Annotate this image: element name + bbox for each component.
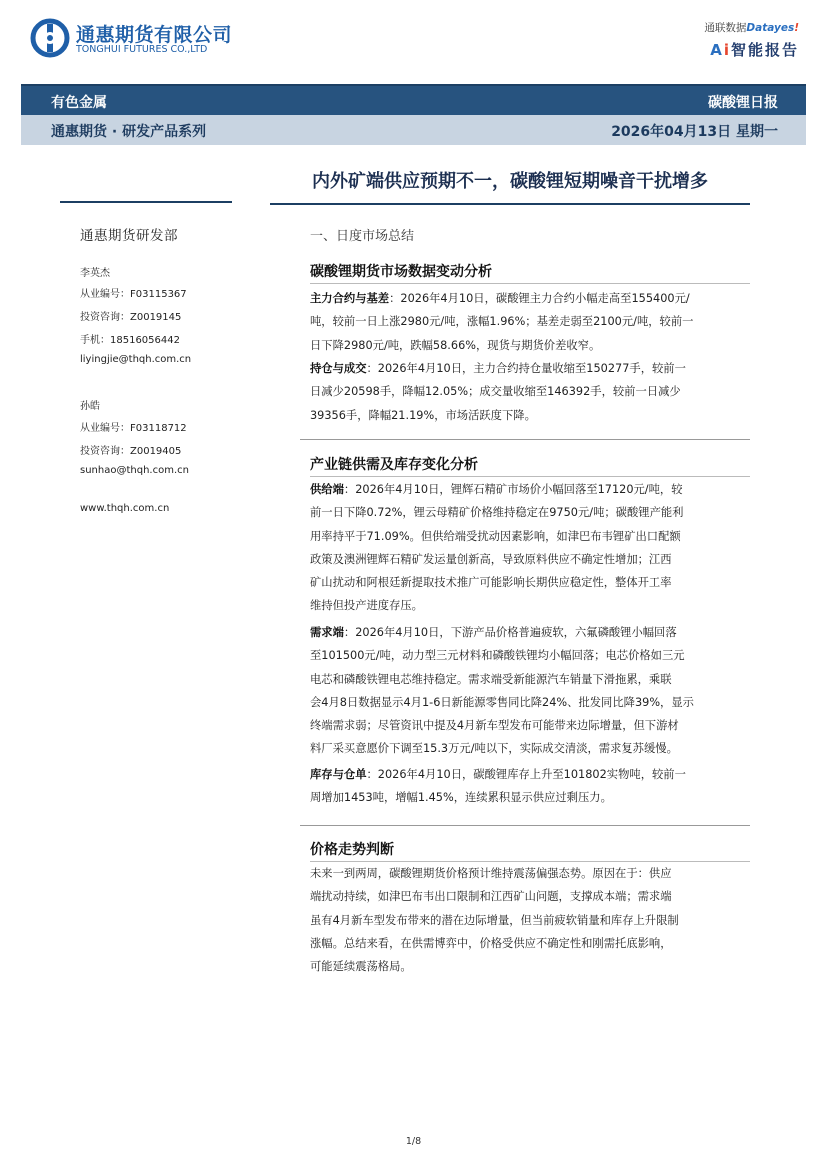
report-date: 2026年04月13日 星期一 <box>611 124 778 140</box>
paragraph-line: 需求端：2026年4月10日，下游产品价格普遍疲软，六氟磷酸锂小幅回落 <box>310 626 677 639</box>
paragraph-line: 电芯和磷酸铁锂电芯维持稳定。需求端受新能源汽车销量下滑拖累，乘联 <box>310 672 672 686</box>
sidebar-title-rule <box>60 201 232 203</box>
datayes-prefix: 通联数据 <box>704 22 747 34</box>
paragraph-line: 涨幅。总结来看，在供需博弈中，价格受供应不确定性和刚需托底影响， <box>310 936 672 950</box>
ai-report-text: 智能报告 <box>730 41 799 59</box>
paragraph-line: 用率持平于71.09%。但供给端受扰动因素影响，如津巴布韦锂矿出口配额 <box>310 529 681 543</box>
paragraph-line: 端扰动持续，如津巴布韦出口限制和江西矿山问题，支撑成本端；需求端 <box>310 890 672 904</box>
company-website[interactable]: www.thqh.com.cn <box>80 503 170 514</box>
research-dept: 通惠期货研发部 <box>80 228 178 244</box>
analyst-phone: 手机：18516056442 <box>80 335 180 346</box>
paragraph-line: 政策及澳洲锂辉石精矿发运量创新高，导致原料供应不确定性增加；江西 <box>310 552 672 566</box>
ai-letter-a: A <box>710 41 724 59</box>
paragraph-label: 需求端 <box>310 626 344 639</box>
paragraph-line: 可能延续震荡格局。 <box>310 960 412 974</box>
subsection-rule <box>310 476 750 477</box>
analyst-name: 孙皓 <box>80 401 100 412</box>
subsection-title: 产业链供需及库存变化分析 <box>310 457 478 473</box>
section-divider <box>300 825 750 826</box>
analyst-practice-id: 从业编号：F03115367 <box>80 289 187 300</box>
paragraph-contract-basis <box>310 287 750 357</box>
analyst-email[interactable]: liyingjie@thqh.com.cn <box>80 354 192 365</box>
paragraph-label: 主力合约与基差 <box>310 292 390 305</box>
paragraph-line: 虽有4月新车型发布带来的潜在边际增量，但当前疲软销量和库存上升限制 <box>310 913 679 927</box>
paragraph-line: 未来一到两周，碳酸锂期货价格预计维持震荡偏强态势。原因在于：供应 <box>310 867 672 880</box>
section-label: 一、日度市场总结 <box>310 229 415 244</box>
company-name-cn: 通惠期货有限公司 <box>76 24 233 46</box>
subsection-title: 碳酸锂期货市场数据变动分析 <box>310 264 492 280</box>
paragraph-line: 供给端：2026年4月10日，锂辉石精矿市场价小幅回落至17120元/吨，较 <box>310 483 683 496</box>
paragraph-line: 至101500元/吨，动力型三元材料和磷酸铁锂均小幅回落；电芯价格如三元 <box>310 649 685 663</box>
datayes-brand-line <box>669 20 799 35</box>
paragraph-line: 库存与仓单：2026年4月10日，碳酸锂库存上升至101802实物吨，较前一 <box>310 768 686 781</box>
paragraph-line: 持仓与成交：2026年4月10日，主力合约持仓量收缩至150277手，较前一 <box>310 362 686 375</box>
paragraph-price-outlook <box>310 862 750 978</box>
analyst-name: 李英杰 <box>80 268 110 279</box>
paragraph-line: 终端需求弱；尽管资讯中提及4月新车型发布可能带来边际增量，但下游材 <box>310 719 679 733</box>
paragraph-line: 主力合约与基差：2026年4月10日，碳酸锂主力合约小幅走高至155400元/ <box>310 292 690 305</box>
series-label: 通惠期货 · 研发产品系列 <box>51 124 207 140</box>
category-banner <box>21 84 806 116</box>
datayes-mark: ! <box>794 22 799 34</box>
page-number: 1/8 <box>405 1136 422 1147</box>
paragraph-position-volume <box>310 357 750 427</box>
analyst-email[interactable]: sunhao@thqh.com.cn <box>80 465 189 476</box>
paragraph-supply <box>310 478 750 618</box>
paragraph-line: 维持但投产进度存压。 <box>310 599 423 613</box>
paragraph-line: 39356手，降幅21.19%，市场活跃度下降。 <box>310 408 536 422</box>
paragraph-line: 周增加1453吨，增幅1.45%，连续累积显示供应过剩压力。 <box>310 791 612 805</box>
paragraph-line: 会4月8日数据显示4月1-6日新能源零售同比降24%、批发同比降39%，显示 <box>310 695 694 709</box>
title-rule <box>270 203 750 205</box>
datayes-logo <box>669 20 799 60</box>
paragraph-label: 持仓与成交 <box>310 362 367 375</box>
analyst-practice-id: 从业编号：F03118712 <box>80 423 187 434</box>
ai-report-label <box>669 39 799 60</box>
analyst-advisory-id: 投资咨询：Z0019405 <box>80 446 182 457</box>
ai-letter-i: i <box>723 41 731 59</box>
paragraph-demand <box>310 621 750 761</box>
paragraph-inventory <box>310 763 750 810</box>
company-logo <box>30 18 233 60</box>
paragraph-line: 前一日下降0.72%，锂云母精矿价格维持稳定在9750元/吨；碳酸锂产能利 <box>310 506 684 520</box>
page-title: 内外矿端供应预期不一，碳酸锂短期噪音干扰增多 <box>312 171 708 192</box>
category-label: 有色金属 <box>51 95 107 111</box>
datayes-brand: Datayes <box>746 22 795 34</box>
subsection-title: 价格走势判断 <box>310 842 394 858</box>
series-banner <box>21 115 806 145</box>
paragraph-label: 供给端 <box>310 483 344 496</box>
company-logo-icon <box>30 18 70 58</box>
paragraph-line: 日减少20598手，降幅12.05%；成交量收缩至146392手，较前一日减少 <box>310 385 681 399</box>
paragraph-line: 矿山扰动和阿根廷新提取技术推广可能影响长期供应稳定性，整体开工率 <box>310 576 672 590</box>
analyst-advisory-id: 投资咨询：Z0019145 <box>80 312 182 323</box>
paragraph-line: 料厂采买意愿价下调至15.3万元/吨以下，实际成交清淡，需求复苏缓慢。 <box>310 742 678 756</box>
section-divider <box>300 439 750 440</box>
subsection-rule <box>310 283 750 284</box>
paragraph-line: 日下降2980元/吨，跌幅58.66%，现货与期货价差收窄。 <box>310 338 601 352</box>
company-name-en: TONGHUI FUTURES CO.,LTD <box>76 44 208 55</box>
paragraph-label: 库存与仓单 <box>310 768 367 781</box>
paragraph-line: 吨，较前一日上涨2980元/吨，涨幅1.96%；基差走弱至2100元/吨，较前一 <box>310 315 694 329</box>
report-type-label: 碳酸锂日报 <box>708 95 778 111</box>
